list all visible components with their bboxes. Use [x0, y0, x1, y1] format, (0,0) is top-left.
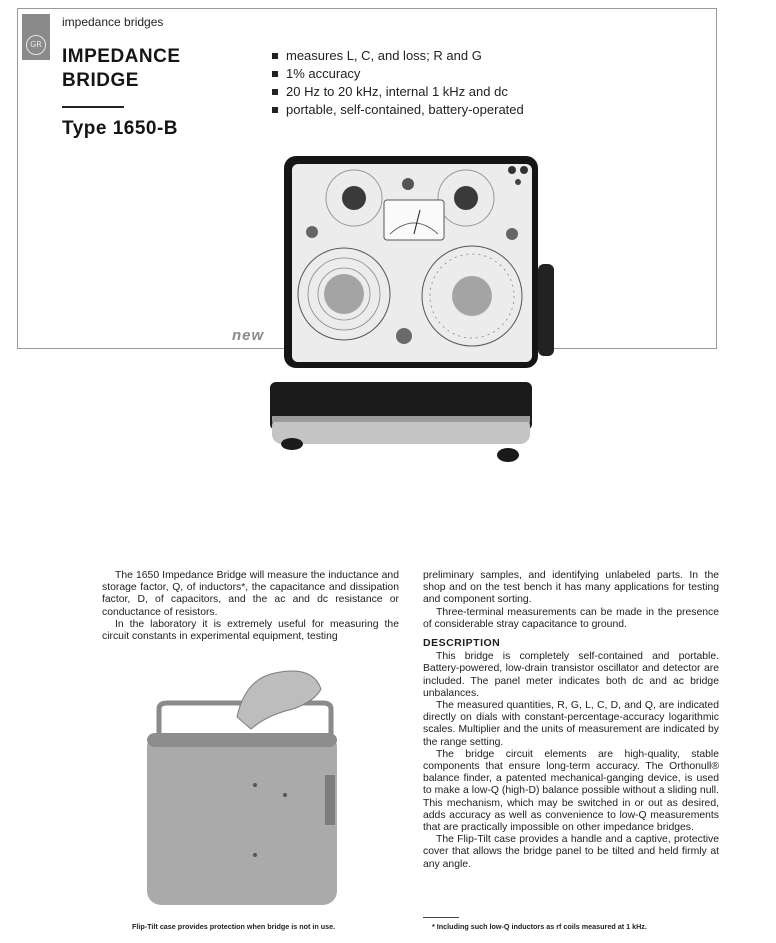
title-divider — [62, 106, 124, 108]
intro-paragraph: In the laboratory it is extremely useful for measuring the circuit constants in experimental equipment, testing — [102, 618, 399, 643]
photo-caption: Flip-Tilt case provides protection when bridge is not in use. — [132, 922, 336, 931]
description-column — [423, 570, 719, 871]
category-label: impedance bridges — [62, 15, 164, 29]
footnote-divider — [423, 917, 459, 918]
body-paragraph: Three-terminal measurements can be made in the presence of considerable stray capacitance to ground. — [423, 606, 719, 630]
product-title — [62, 45, 181, 93]
title-line-2: BRIDGE — [62, 70, 139, 91]
new-label: new — [232, 327, 265, 344]
continued-paragraph: preliminary samples, and identifying unlabeled parts. In the shop and on the test bench it has many applications for testing and component sorting. — [423, 570, 719, 606]
impedance-bridge-photo — [268, 154, 558, 466]
feature-item: portable, self-contained, battery-operated — [272, 101, 524, 119]
description-paragraph: The measured quantities, R, G, L, C, D, and Q, are indicated directly on dials with constant-percentage-accuracy logarithmic scales. Multiplier and the units of measurement are indicated by the range setting. — [423, 700, 719, 748]
description-paragraph: The bridge circuit elements are high-quality, stable components that ensure long-term accuracy. The Orthonull® balance finder, a patented mechanical-ganging device, is used to make a low-Q (high-D) balance possible without a sliding null. This mechanism, which may be switched in or out as desired, adds accuracy as well as convenience to low-Q measurements that are practically impossible on other impedance bridges. — [423, 748, 719, 834]
title-line-1: IMPEDANCE — [62, 46, 181, 67]
gr-logo-icon — [22, 14, 50, 60]
feature-item: 20 Hz to 20 kHz, internal 1 kHz and dc — [272, 83, 524, 101]
description-paragraph: This bridge is completely self-contained and portable. Battery-powered, low-drain transistor oscillator and detector are included. The panel meter indicates both dc and ac bridge unbalances. — [423, 651, 719, 699]
flip-tilt-case-photo — [145, 655, 345, 907]
intro-column — [102, 570, 399, 643]
feature-list — [272, 47, 524, 119]
intro-paragraph: The 1650 Impedance Bridge will measure the inductance and storage factor, Q, of inductors*, the capacitance and dissipation factor, D, of capacitors, and the ac and dc resistance or conductance of resistors. — [102, 570, 399, 618]
feature-item: 1% accuracy — [272, 65, 524, 83]
logo-emblem: GR — [26, 35, 46, 55]
feature-item: measures L, C, and loss; R and G — [272, 47, 524, 65]
footnote: * Including such low-Q inductors as rf coils measured at 1 kHz. — [432, 922, 647, 931]
description-paragraph: The Flip-Tilt case provides a handle and a captive, protective cover that allows the bridge panel to be tilted and held firmly at any angle. — [423, 834, 719, 870]
type-number: Type 1650-B — [62, 118, 179, 139]
description-heading: DESCRIPTION — [423, 637, 501, 650]
